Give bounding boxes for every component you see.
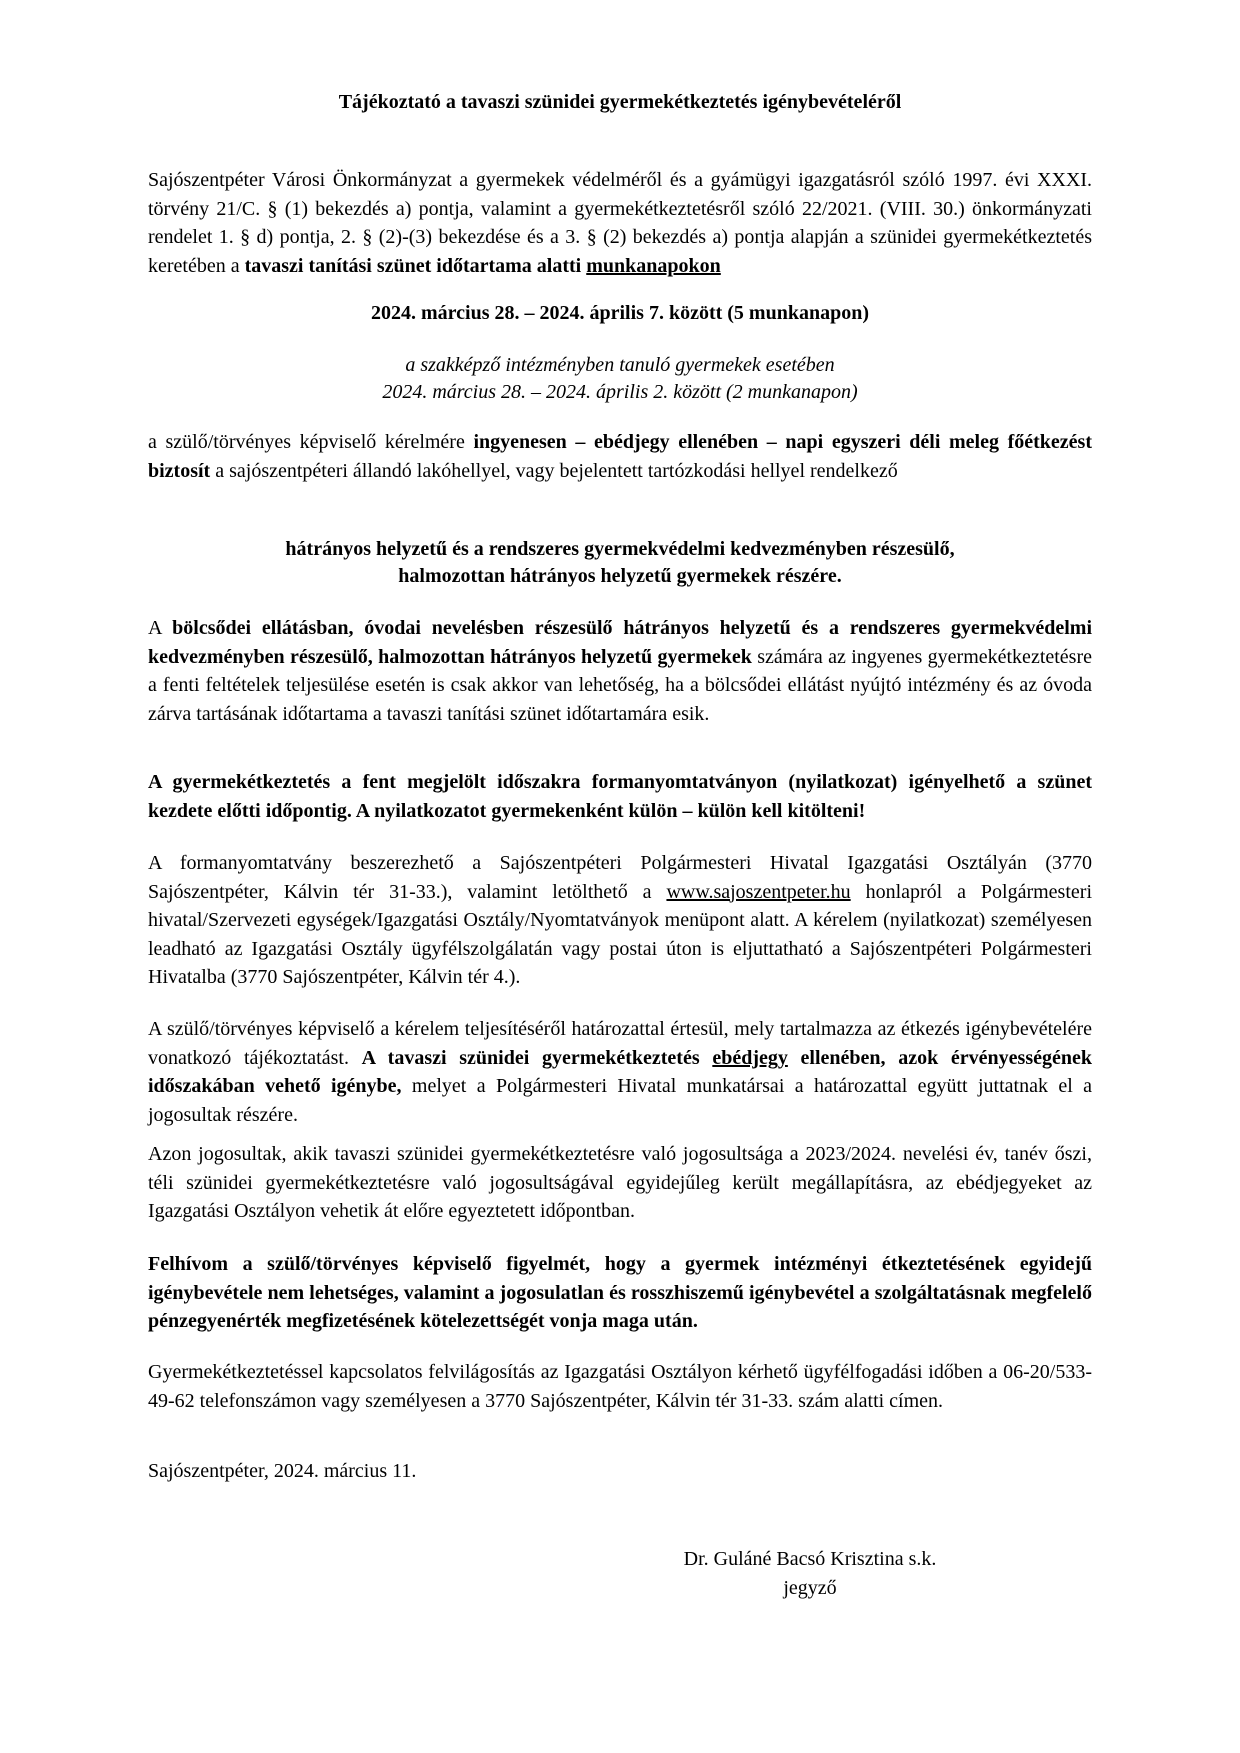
nursery-paragraph xyxy=(148,614,1092,728)
service-text-1: a szülő/törvényes képviselő kérelmére xyxy=(148,431,474,453)
decision-text-1: A szülő/törvényes képviselő a kérelem teljesítéséről határozattal értesül, mely tartalmazza az étkezés igénybevételére vonatkozó tájékoztatást. xyxy=(148,1018,1092,1069)
website-link[interactable]: www.sajoszentpeter.hu xyxy=(666,880,851,903)
nursery-bold-text: bölcsődei ellátásban, óvodai nevelésben részesülő hátrányos helyzetű és a rendszeres gyermekvédelmi kedvezményben részesülő, halmozottan hátrányos helyzetű gyermekek xyxy=(148,617,1093,668)
form-text-2: honlapról a Polgármesteri hivatal/Szervezeti egységek/Igazgatási Osztály/Nyomtatványok menüpont alatt. A kérelem (nyilatkozat) személyesen leadható az Igazgatási Osztály ügyfélszolgálatán vagy postai úton is eljuttatható a Sajószentpéteri Polgármesteri Hivatalba (3770 Sajószentpéter, Kálvin tér 4.). xyxy=(148,880,1092,988)
main-period: 2024. március 28. – 2024. április 7. között (5 munkanapon) xyxy=(370,302,869,324)
decision-bold-text-1: A tavaszi szünidei gyermekétkeztetés xyxy=(361,1046,713,1069)
signature-name: Dr. Guláné Bacsó Krisztina s.k. xyxy=(683,1548,937,1570)
decision-text-2: melyet a Polgármesteri Hivatal munkatársai a határozattal együtt juttatnak el a jogosultak részére. xyxy=(148,1075,1092,1126)
decision-bold-text-2: ellenében, azok érvényességének időszakában vehető igénybe, xyxy=(148,1046,1092,1097)
intro-text: Sajószentpéter Városi Önkormányzat a gyermekek védelméről és a gyámügyi igazgatásról szóló 1997. évi XXXI. törvény 21/C. § (1) bekezdés a) pontja, valamint a gyermekétkeztetésről szóló 22/2021. (VIII. 30.) önkormányzati rendelet 1. § d) pontja, 2. § (2)-(3) bekezdése és a 3. § (2) bekezdés a) pontja alapján a szünidei gyermekétkeztetés keretében a xyxy=(148,169,1092,277)
application-paragraph: A gyermekétkeztetés a fent megjelölt időszakra formanyomtatványon (nyilatkozat) igényelhető a szünet kezdete előtti időpontig. A nyilatkozatot gyermekenként külön – külön kell kitölteni! xyxy=(148,771,1092,822)
intro-bold-text: tavaszi tanítási szünet időtartama alatti xyxy=(244,254,587,277)
place-date: Sajószentpéter, 2024. március 11. xyxy=(148,1460,417,1482)
document-title: Tájékoztató a tavaszi szünidei gyermekétkeztetés igénybevételéről xyxy=(338,91,902,113)
vocational-note: a szakképző intézményben tanuló gyermekek esetében xyxy=(405,354,835,376)
decision-ticket-text: ebédjegy xyxy=(712,1046,788,1069)
intro-paragraph xyxy=(148,166,1092,280)
warning-paragraph: Felhívom a szülő/törvényes képviselő figyelmét, hogy a gyermek intézményi étkeztetésének egyidejű igénybevétele nem lehetséges, valamint a jogosulatlan és rosszhiszemű igénybevétel a szolgáltatásnak megfelelő pénzegyenérték megfizetésének kötelezettségét vonja maga után. xyxy=(148,1253,1092,1332)
service-text-2: a sajószentpéteri állandó lakóhellyel, vagy bejelentett tartózkodási hellyel rendelkező xyxy=(210,459,898,482)
service-paragraph xyxy=(148,428,1092,485)
form-paragraph xyxy=(148,849,1092,992)
target-group-line-2: halmozottan hátrányos helyzetű gyermekek részére. xyxy=(398,565,842,587)
contact-paragraph: Gyermekétkeztetéssel kapcsolatos felvilágosítás az Igazgatási Osztályon kérhető ügyfélfogadási időben a 06-20/533-49-62 telefonszámon vagy személyesen a 3770 Sajószentpéter, Kálvin tér 31-33. szám alatti címen. xyxy=(148,1361,1092,1412)
eligible-paragraph: Azon jogosultak, akik tavaszi szünidei gyermekétkeztetésre való jogosultsága a 2023/2024. nevelési év, tanév őszi, téli szünidei gyermekétkeztetésre való jogosultságával egyidejűleg került megállapításra, az ebédjegyeket az Igazgatási Osztályon vehetik át előre egyeztetett időpontban. xyxy=(148,1143,1092,1222)
service-bold-text: ingyenesen – ebédjegy ellenében – napi egyszeri déli meleg főétkezést biztosít xyxy=(148,431,1093,482)
vocational-period: 2024. március 28. – 2024. április 2. között (2 munkanapon) xyxy=(382,381,858,403)
target-group-line-1: hátrányos helyzetű és a rendszeres gyermekvédelmi kedvezményben részesülő, xyxy=(285,538,955,560)
form-text-1: A formanyomtatvány beszerezhető a Sajószentpéteri Polgármesteri Hivatal Igazgatási Osztályán (3770 Sajószentpéter, Kálvin tér 31-33.), valamint letölthető a xyxy=(148,852,1092,903)
intro-workdays-text: munkanapokon xyxy=(586,254,721,277)
signature-title: jegyző xyxy=(783,1577,837,1599)
nursery-text-2: számára az ingyenes gyermekétkeztetésre a fenti feltételek teljesülése esetén is csak akkor van lehetőség, ha a bölcsődei ellátást nyújtó intézmény és az óvoda zárva tartásának időtartama a tavaszi tanítási szünet időtartamára esik. xyxy=(148,645,1093,725)
nursery-text-1: A xyxy=(148,617,173,639)
decision-paragraph xyxy=(148,1015,1092,1129)
